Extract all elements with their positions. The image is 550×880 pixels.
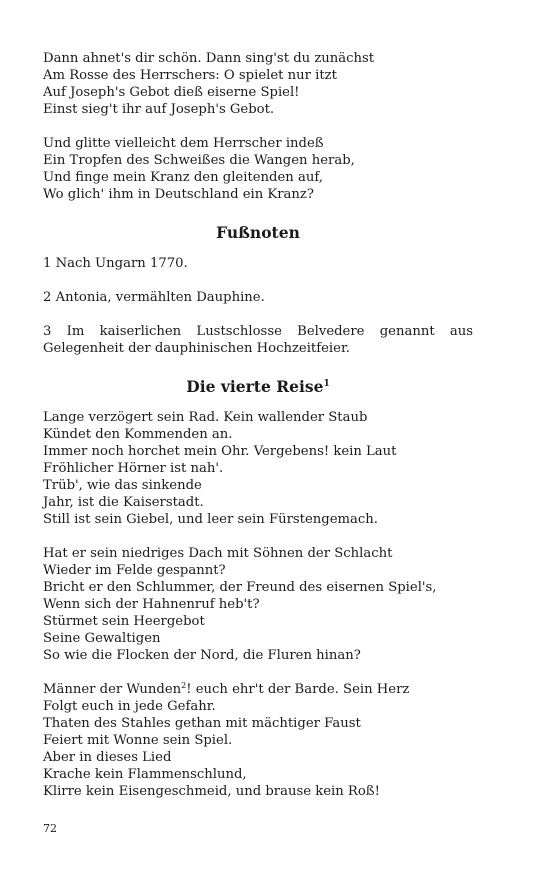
- footnotes-heading: Fußnoten: [216, 223, 300, 242]
- verse-line: Trüb', wie das sinkende: [43, 478, 202, 493]
- verse-line: Kündet den Kommenden an.: [43, 427, 233, 442]
- verse-line: Klirre kein Eisengeschmeid, und brause kein Roß!: [43, 784, 380, 799]
- verse-line: Krache kein Flammenschlund,: [43, 767, 247, 782]
- footnote-item: 3 Im kaiserlichen Lustschlosse Belvedere genannt aus Gelegenheit der dauphinischen Hochzeitfeier.: [43, 324, 473, 356]
- verse-line: Folgt euch in jede Gefahr.: [43, 699, 216, 714]
- poem-stanza: [43, 409, 473, 528]
- verse-line: Hat er sein niedriges Dach mit Söhnen der Schlacht: [43, 546, 393, 561]
- footnote-item: 1 Nach Ungarn 1770.: [43, 256, 188, 271]
- verse-line: Fröhlicher Hörner ist nah'.: [43, 461, 224, 476]
- page-number: 72: [43, 822, 57, 835]
- poem-stanza: [43, 50, 473, 118]
- verse-line: Bricht er den Schlummer, der Freund des eisernen Spiel's,: [43, 580, 437, 595]
- verse-line: Seine Gewaltigen: [43, 631, 161, 646]
- verse-line: Lange verzögert sein Rad. Kein wallender Staub: [43, 410, 368, 425]
- verse-line: Aber in dieses Lied: [43, 750, 172, 765]
- verse-line: Dann ahnet's dir schön. Dann sing'st du zunächst: [43, 51, 375, 66]
- verse-line: So wie die Flocken der Nord, die Fluren hinan?: [43, 648, 361, 663]
- verse-line: Und finge mein Kranz den gleitenden auf,: [43, 170, 323, 185]
- verse-line: Am Rosse des Herrschers: O spielet nur itzt: [43, 68, 337, 83]
- verse-line: Feiert mit Wonne sein Spiel.: [43, 733, 233, 748]
- verse-line: Auf Joseph's Gebot dieß eiserne Spiel!: [43, 85, 300, 100]
- verse-line: Wenn sich der Hahnenruf heb't?: [43, 597, 260, 612]
- verse-line: Und glitte vielleicht dem Herrscher indeß: [43, 136, 324, 151]
- verse-line: Wo glich' ihm in Deutschland ein Kranz?: [43, 187, 314, 202]
- verse-line: Jahr, ist die Kaiserstadt.: [43, 495, 204, 510]
- verse-line: Immer noch horchet mein Ohr. Vergebens! kein Laut: [43, 444, 397, 459]
- verse-line: Einst sieg't ihr auf Joseph's Gebot.: [43, 102, 275, 117]
- verse-line: Ein Tropfen des Schweißes die Wangen herab,: [43, 153, 355, 168]
- verse-text: Männer der Wunden: [43, 682, 182, 697]
- verse-line: Stürmet sein Heergebot: [43, 614, 205, 629]
- section-heading-text: Die vierte Reise: [186, 377, 324, 396]
- verse-line: [43, 681, 473, 698]
- section-heading: [43, 377, 473, 397]
- poem-stanza: [43, 135, 473, 203]
- poem-stanza: [43, 681, 473, 800]
- footnote-ref: 2: [181, 681, 187, 690]
- verse-line: Thaten des Stahles gethan mit mächtiger Faust: [43, 716, 361, 731]
- page-body: [43, 50, 473, 817]
- poem-stanza: [43, 545, 473, 664]
- verse-line: Still ist sein Giebel, und leer sein Fürstengemach.: [43, 512, 378, 527]
- verse-text: ! euch ehr't der Barde. Sein Herz: [186, 682, 410, 697]
- footnote-item: 2 Antonia, vermählten Dauphine.: [43, 290, 265, 305]
- verse-line: Wieder im Felde gespannt?: [43, 563, 226, 578]
- footnote-ref: 1: [323, 379, 330, 389]
